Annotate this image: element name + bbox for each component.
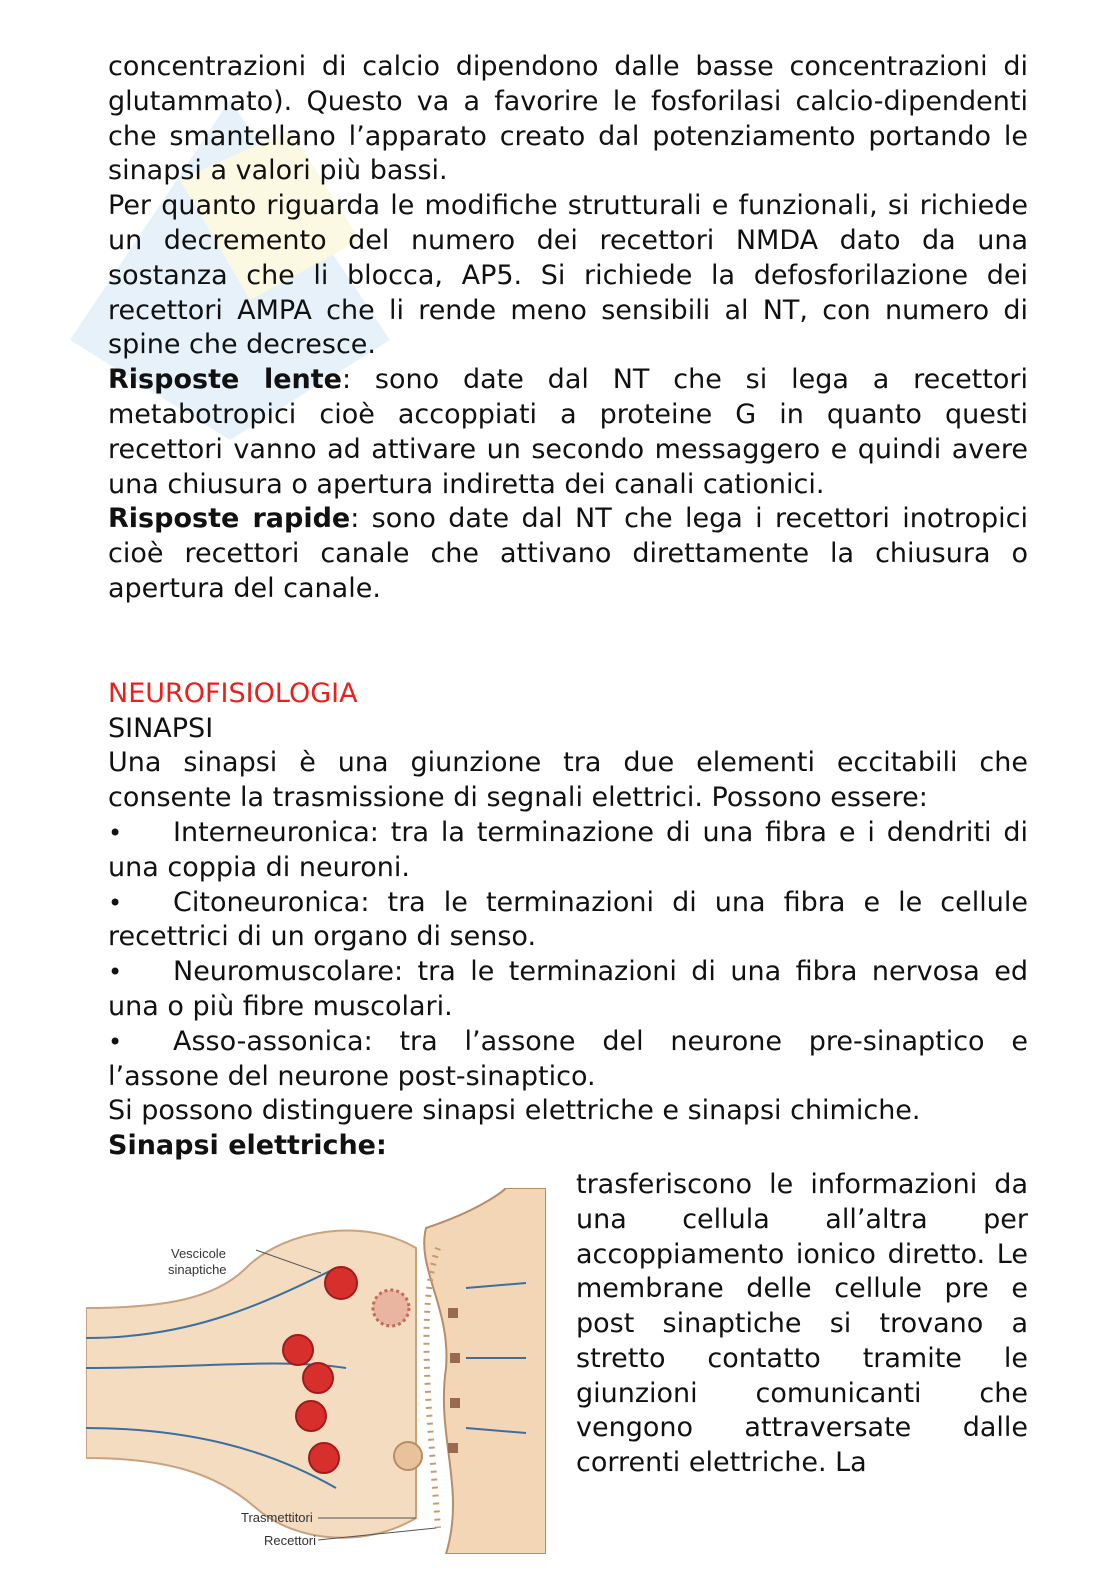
bullet-icon: • — [108, 1027, 123, 1056]
synapse-illustration — [86, 1188, 546, 1554]
section-subtitle: SINAPSI — [108, 712, 214, 744]
list-item-text: Interneuronica: tra la terminazione di una fibra e i dendriti di una coppia di neuroni. — [108, 816, 1028, 883]
paragraph-structural-changes: Per quanto riguarda le modifiche strutturali e funzionali, si richiede un decremento del numero dei recettori NMDA dato da una sostanza che li blocca, AP5. Si richiede la defosforilazione dei recettori AMPA che li rende meno sensibili al NT, con numero di spine che decresce. — [108, 190, 1028, 361]
list-item-text: Neuromuscolare: tra le terminazioni di una fibra nervosa ed una o più fibre muscolari. — [108, 956, 1028, 1022]
list-item — [108, 886, 1028, 956]
fast-responses-label: Risposte rapide — [108, 503, 351, 535]
list-item — [108, 1025, 1028, 1095]
list-item — [108, 816, 1028, 886]
document-page — [108, 50, 1028, 1588]
electric-synapses-heading: Sinapsi elettriche: — [108, 1130, 387, 1162]
fast-responses-text: : sono date dal NT che lega i recettori inotropici cioè recettori canale che attivano direttamente la chiusura o apertura del canale. — [108, 503, 1028, 604]
list-item — [108, 955, 1028, 1025]
bullet-icon: • — [108, 818, 123, 847]
slow-responses-label: Risposte lente — [108, 364, 342, 396]
paragraph-ltd-calcium: concentrazioni di calcio dipendono dalle basse concentrazioni di glutammato). Questo va a favorire le fosforilasi calcio-dipendenti che smantellano l’apparato creato dal potenziamento portando le sinapsi a valori più bassi. — [108, 51, 1028, 187]
slow-responses-text: : sono date dal NT che si lega a recettori metabotropici cioè accoppiati a proteine G in quanto questi recettori vanno ad attivare un secondo messaggero e quindi avere una chiusura o apertura indiretta dei canali cationici. — [108, 364, 1028, 500]
figure-row — [108, 1168, 1028, 1588]
figure-label-receptors: Recettori — [264, 1532, 317, 1548]
bullet-icon: • — [108, 958, 123, 987]
paragraph-slow-responses — [108, 363, 1028, 502]
figure-label-vesicles: Vescicole — [171, 1245, 226, 1261]
bullet-icon: • — [108, 888, 123, 917]
paragraph-synapse-intro: Una sinapsi è una giunzione tra due elementi eccitabili che consente la trasmissione di segnali elettrici. Possono essere: — [108, 747, 1028, 814]
list-item-text: Asso-assonica: tra l’assone del neurone pre-sinaptico e l’assone del neurone post-sinaptico. — [108, 1025, 1028, 1092]
section-spacer — [108, 607, 1028, 677]
paragraph-fast-responses — [108, 502, 1028, 606]
list-item-text: Citoneuronica: tra le terminazioni di una fibra e le cellule recettrici di un organo di senso. — [108, 886, 1028, 953]
paragraph-distinguish: Si possono distinguere sinapsi elettriche e sinapsi chimiche. — [108, 1095, 921, 1127]
electric-synapses-text: trasferiscono le informazioni da una cellula all’altra per accoppiamento ionico diretto. Le membrane delle cellule pre e post sinaptiche si trovano a stretto contatto tramite le giunzioni comunicanti che vengono attraversate dalle correnti elettriche. La — [576, 1168, 1028, 1479]
figure-label-transmitters: Trasmettitori — [241, 1509, 313, 1525]
section-title: NEUROFISIOLOGIA — [108, 677, 358, 709]
figure-label-vesicles-2: sinaptiche — [168, 1261, 227, 1277]
